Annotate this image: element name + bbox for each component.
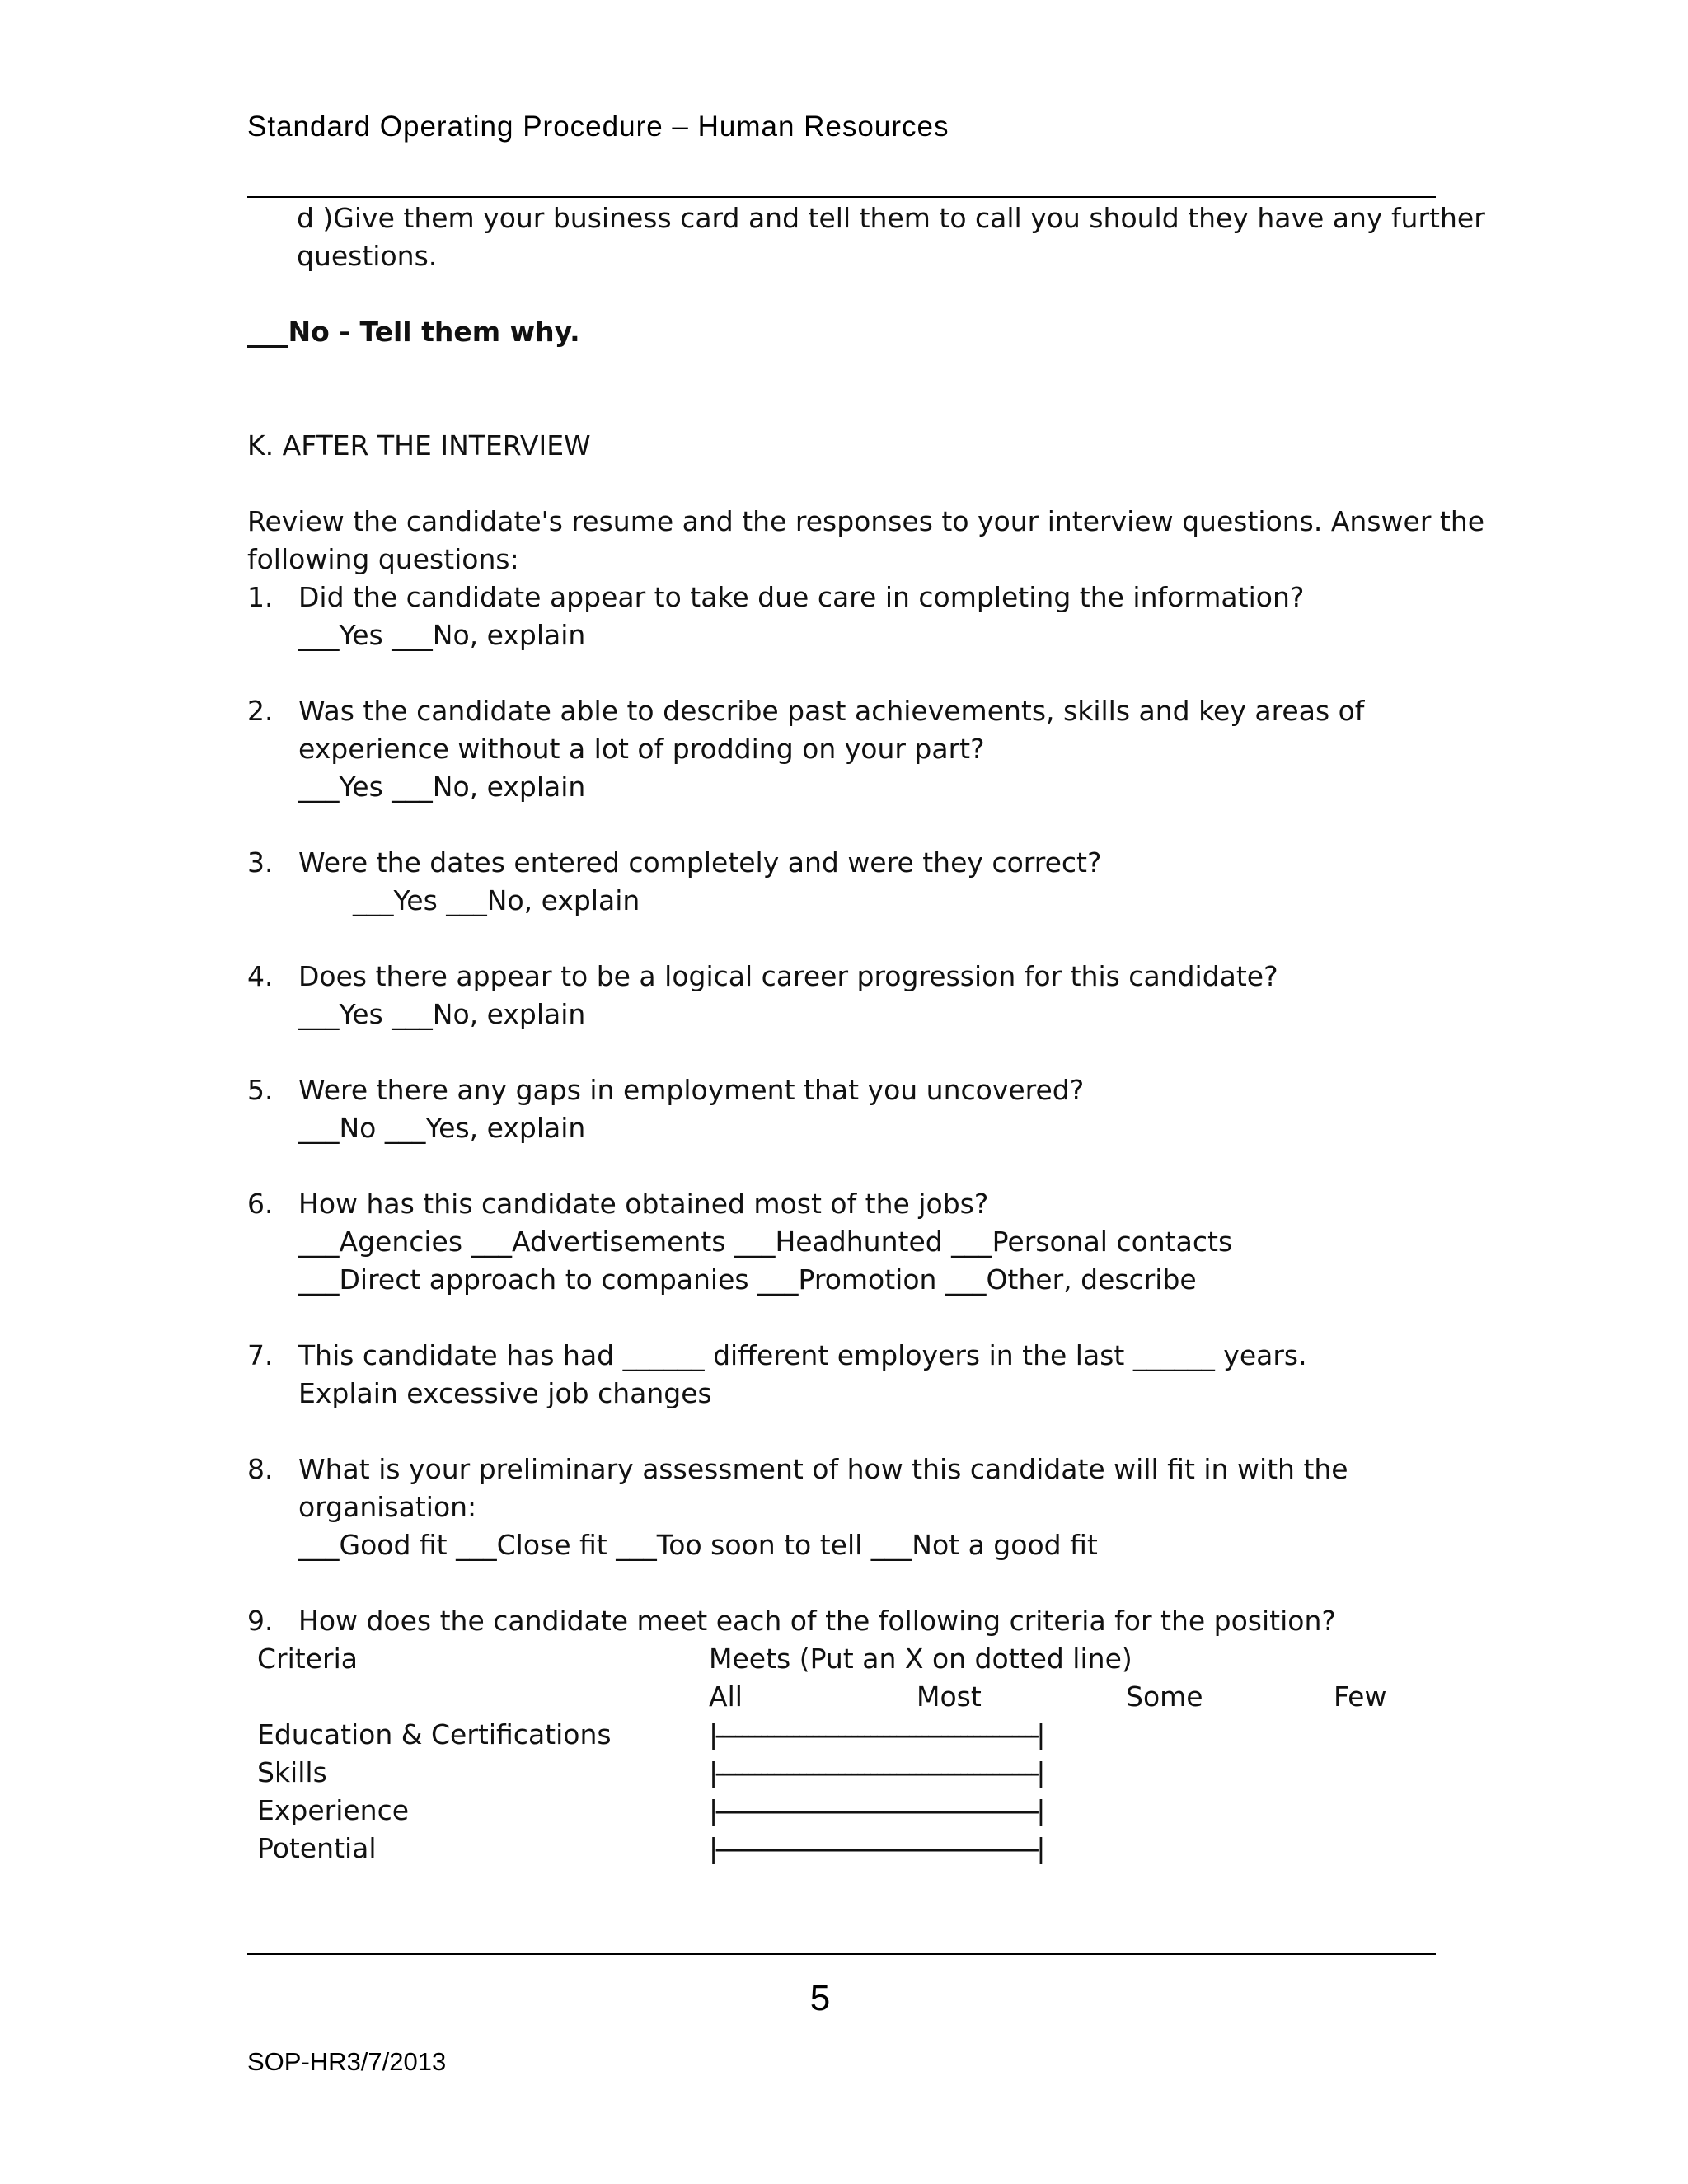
question-2-line2: experience without a lot of prodding on your part?	[298, 733, 985, 765]
section-k-title: K. AFTER THE INTERVIEW	[247, 429, 591, 462]
no-option: ___No - Tell them why.	[247, 316, 580, 348]
header-rule	[247, 196, 1436, 198]
question-3	[247, 844, 1101, 882]
criteria-label-potential: Potential	[257, 1832, 377, 1864]
question-number: 1.	[247, 581, 274, 613]
rating-line-potential[interactable]: |--------------------------------------------------|	[709, 1832, 1043, 1864]
question-3-answer: ___Yes ___No, explain	[353, 884, 640, 916]
scale-label-all: All	[709, 1680, 743, 1713]
question-number: 6.	[247, 1188, 274, 1220]
question-number: 2.	[247, 695, 274, 727]
document-code: SOP-HR3/7/2013	[247, 2047, 447, 2076]
instructions-line2: following questions:	[247, 543, 519, 575]
question-5-answer: ___No ___Yes, explain	[298, 1112, 586, 1144]
question-text: How has this candidate obtained most of the jobs?	[298, 1188, 989, 1220]
question-6-answer2: ___Direct approach to companies ___Promotion ___Other, describe	[298, 1263, 1197, 1296]
question-4	[247, 958, 1278, 996]
question-number: 8.	[247, 1453, 274, 1485]
question-1	[247, 579, 1304, 616]
question-4-answer: ___Yes ___No, explain	[298, 998, 586, 1030]
meets-header: Meets (Put an X on dotted line)	[709, 1643, 1132, 1675]
question-number: 5.	[247, 1074, 274, 1106]
question-8	[247, 1451, 1348, 1488]
question-8-answer: ___Good fit ___Close fit ___Too soon to tell ___Not a good fit	[298, 1529, 1098, 1561]
question-text: How does the candidate meet each of the following criteria for the position?	[298, 1605, 1336, 1637]
question-text: This candidate has had ______ different employers in the last ______ years.	[298, 1339, 1307, 1371]
question-text: Did the candidate appear to take due care in completing the information?	[298, 581, 1305, 613]
rating-line-education[interactable]: |--------------------------------------------------|	[709, 1718, 1043, 1750]
criteria-label-experience: Experience	[257, 1794, 410, 1826]
scale-label-most: Most	[917, 1680, 982, 1713]
criteria-header: Criteria	[257, 1643, 358, 1675]
question-number: 7.	[247, 1339, 274, 1371]
question-2	[247, 692, 1364, 730]
question-8-line2: organisation:	[298, 1491, 477, 1523]
item-d-line1: d )Give them your business card and tell them to call you should they have any further	[297, 202, 1485, 234]
question-text: Were there any gaps in employment that you uncovered?	[298, 1074, 1085, 1106]
item-d-line2: questions.	[297, 240, 438, 272]
question-5	[247, 1071, 1084, 1109]
page-number: 5	[809, 1978, 831, 2018]
scale-label-few: Few	[1334, 1680, 1387, 1713]
footer-rule	[247, 1953, 1436, 1955]
question-number: 3.	[247, 846, 274, 879]
question-6-answer: ___Agencies ___Advertisements ___Headhunted ___Personal contacts	[298, 1226, 1233, 1258]
page-header-title: Standard Operating Procedure – Human Resources	[247, 110, 950, 143]
criteria-label-education: Education & Certifications	[257, 1718, 612, 1750]
question-2-answer: ___Yes ___No, explain	[298, 771, 586, 803]
question-9	[247, 1602, 1336, 1640]
question-6	[247, 1185, 988, 1223]
instructions-line1: Review the candidate's resume and the responses to your interview questions. Answer the	[247, 505, 1485, 537]
question-1-answer: ___Yes ___No, explain	[298, 619, 586, 651]
question-number: 9.	[247, 1605, 274, 1637]
question-7	[247, 1337, 1307, 1375]
question-text: What is your preliminary assessment of how this candidate will fit in with the	[298, 1453, 1348, 1485]
rating-line-experience[interactable]: |--------------------------------------------------|	[709, 1794, 1043, 1826]
rating-line-skills[interactable]: |--------------------------------------------------|	[709, 1756, 1043, 1788]
question-text: Were the dates entered completely and were they correct?	[298, 846, 1102, 879]
question-text: Was the candidate able to describe past achievements, skills and key areas of	[298, 695, 1365, 727]
question-number: 4.	[247, 960, 274, 992]
criteria-label-skills: Skills	[257, 1756, 327, 1788]
scale-label-some: Some	[1126, 1680, 1203, 1713]
question-7-answer: Explain excessive job changes	[298, 1377, 712, 1409]
question-text: Does there appear to be a logical career progression for this candidate?	[298, 960, 1278, 992]
